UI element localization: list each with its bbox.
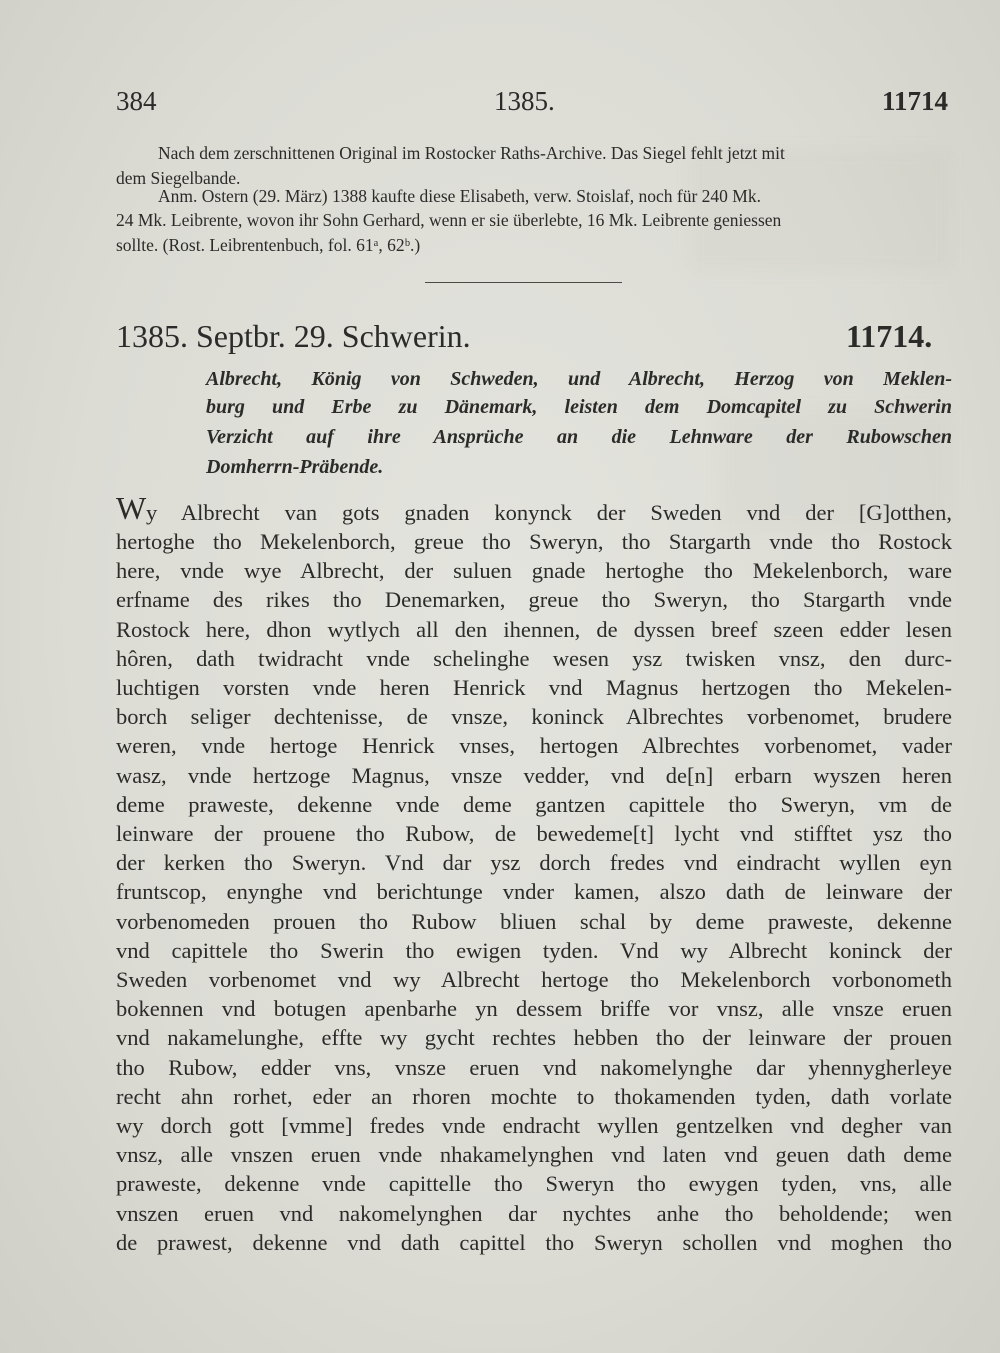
text-line: vnd capittele tho Swerin tho ewigen tyden. Vnd wy Albrecht koninck der [116, 937, 952, 963]
text-line: erfname des rikes tho Denemarken, greue tho Sweryn, tho Stargarth vnde [116, 587, 952, 613]
summary-line: Domherrn-Präbende. [206, 456, 384, 478]
text-line: Sweden vorbenomet vnd wy Albrecht hertoge tho Mekelenborch vorbonometh [116, 967, 952, 992]
summary-line: Albrecht, König von Schweden, und Albrecht, Herzog von Meklen- [206, 368, 952, 390]
section-divider [425, 282, 622, 283]
text-line: here, vnde wye Albrecht, der suluen gnade hertoghe tho Mekelenborch, ware [116, 558, 952, 584]
source-note-line: dem Siegelbande. [116, 168, 241, 188]
text-line: de prawest, dekenne vnd dath capittel tho Sweryn schollen vnd moghen tho [116, 1229, 952, 1255]
annotation-line: Anm. Ostern (29. März) 1388 kaufte diese Elisabeth, verw. Stoislaf, noch für 240 Mk. [158, 186, 761, 206]
text-line: wasz, vnde hertzoge Magnus, vnsze vedder, vnd de[n] erbarn wyszen heren [116, 762, 952, 788]
annotation-line: sollte. (Rost. Leibrentenbuch, fol. 61ᵃ, 62ᵇ.) [116, 235, 421, 255]
text-line: hertoghe tho Mekelenborch, greue tho Sweryn, tho Stargarth vnde tho Rostock [116, 529, 952, 554]
source-note-line: Nach dem zerschnittenen Original im Rostocker Raths-Archive. Das Siegel fehlt jetzt mit [158, 143, 785, 163]
text-line: vnsz, alle vnszen eruen vnde nhakamelynghen vnd laten vnd geuen dath deme [116, 1142, 952, 1168]
text-line: vnd nakamelunghe, effte wy gycht rechtes hebben tho der leinware der prouen [116, 1025, 952, 1051]
text-line: luchtigen vorsten vnde heren Henrick vnd Magnus hertzogen tho Mekelen- [116, 675, 952, 700]
text-line: Rostock here, dhon wytlych all den ihennen, de dyssen breef szeen edder lesen [116, 616, 952, 642]
text-line: weren, vnde hertoge Henrick vnses, hertogen Albrechtes vorbenomet, vader [116, 733, 952, 759]
text-line: recht ahn rorhet, eder an rhoren mochte to thokamenden tyden, dath vorlate [116, 1083, 952, 1109]
text-line: vnszen eruen vnd nakomelynghen dar nychtes anhe tho beholdende; wen [116, 1200, 952, 1226]
text-line: vorbenomeden prouen tho Rubow bliuen schal by deme praweste, dekenne [116, 908, 952, 934]
text-line: bokennen vnd botugen apenbarhe yn dessem briffe vor vnsz, alle vnsze eruen [116, 996, 952, 1022]
drop-initial: W [116, 490, 147, 526]
text-line: deme praweste, dekenne vnde deme gantzen capittele tho Sweryn, vm de [116, 791, 952, 817]
entry-date-place: 1385. Septbr. 29. Schwerin. [116, 318, 471, 354]
text-line: leinware der prouene tho Rubow, de bewedeme[t] lycht vnd stifftet ysz tho [116, 821, 952, 846]
running-document-number: 11714 [882, 86, 949, 116]
text-line: der kerken tho Sweryn. Vnd dar ysz dorch fredes vnd eindracht wyllen eyn [116, 850, 952, 876]
entry-number: 11714. [846, 318, 933, 354]
text-line: fruntscop, enynghe vnd berichtunge vnder kamen, alszo dath de leinware der [116, 879, 952, 905]
page-number: 384 [116, 86, 157, 116]
text-line: tho Rubow, edder vns, vnsze eruen vnd nakomelynghe dar yhennygherleye [116, 1054, 952, 1080]
running-year: 1385. [494, 86, 555, 116]
text-line: borch seliger dechtenisse, de vnsze, koninck Albrechtes vorbenomet, brudere [116, 704, 952, 730]
text-line: hôren, dath twidracht vnde schelinghe wesen ysz twisken vnsz, den durc- [116, 645, 952, 671]
text-line: y Albrecht van gots gnaden konynck der Sweden vnd der [G]otthen, [146, 500, 952, 525]
text-line: wy dorch gott [vmme] fredes vnde endracht wyllen gentzelken vnd degher van [116, 1113, 952, 1138]
annotation-line: 24 Mk. Leibrente, wovon ihr Sohn Gerhard, wenn er sie überlebte, 16 Mk. Leibrente geniessen [116, 210, 782, 230]
summary-line: burg und Erbe zu Dänemark, leisten dem Domcapitel zu Schwerin [206, 396, 952, 418]
text-line: praweste, dekenne vnde capittelle tho Sweryn tho ewygen tyden, vns, alle [116, 1171, 952, 1197]
summary-line: Verzicht auf ihre Ansprüche an die Lehnware der Rubowschen [206, 426, 952, 448]
